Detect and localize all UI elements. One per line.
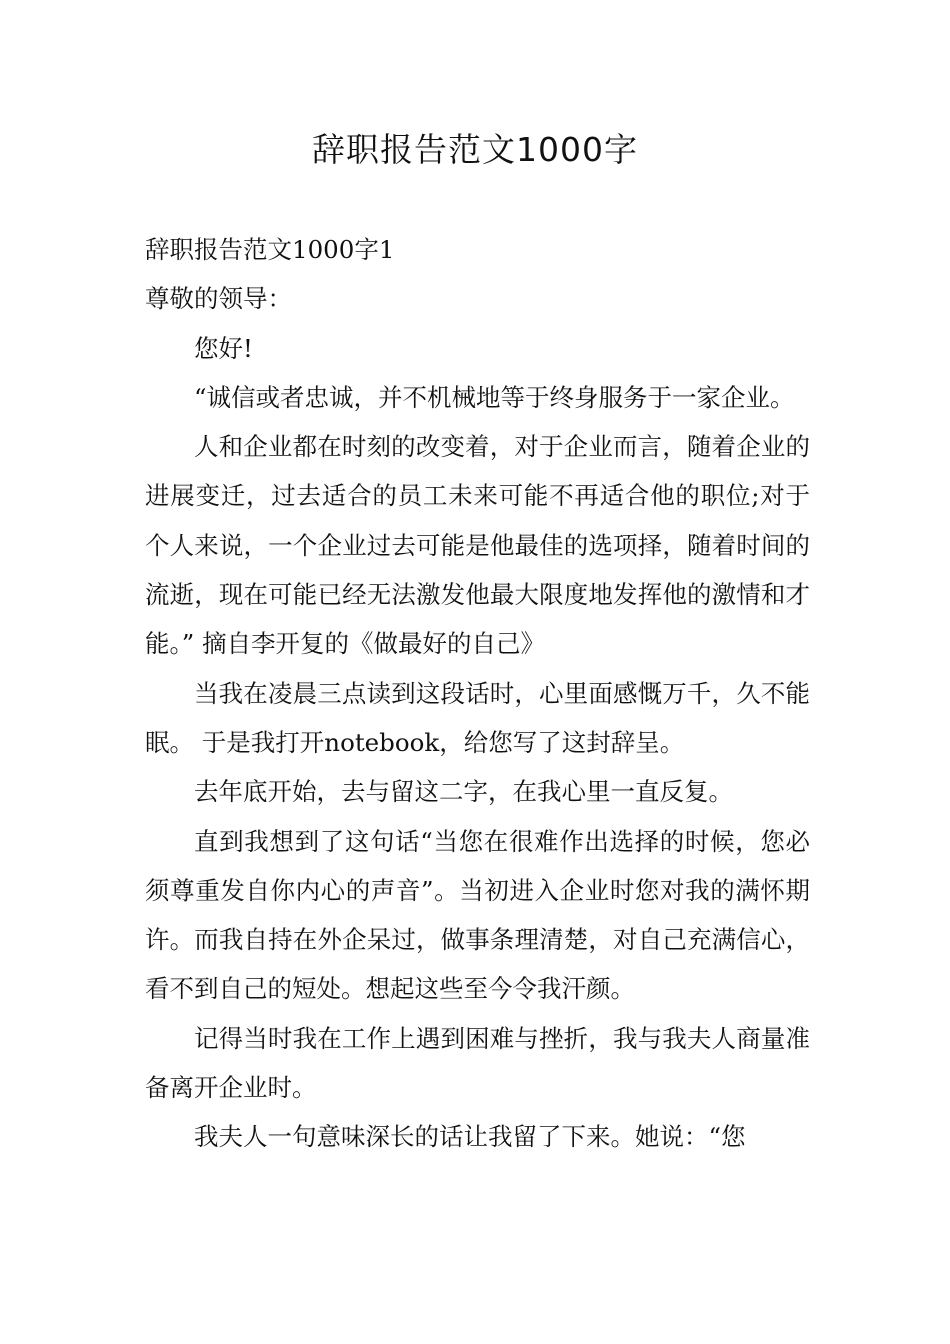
document-title: 辞职报告范文1000字 [312,130,638,169]
section-heading: 辞职报告范文1000字1 [145,235,395,264]
paragraph: 记得当时我在工作上遇到困难与挫折，我与我夫人商量准备离开企业时。 [145,1023,810,1103]
paragraph: 我夫人一句意味深长的话让我留了下来。她说：“您 [194,1122,746,1152]
salutation: 尊敬的领导： [145,284,292,314]
paragraph: 当我在凌晨三点读到这段话时，心里面感慨万千，久不能眠。 于是我打开notebook，给您写了这封辞呈。 [145,678,810,757]
paragraph: 去年底开始，去与留这二字，在我心里一直反复。 [194,777,733,807]
greeting: 您好! [194,333,253,363]
document-body [145,225,810,1162]
paragraph: 直到我想到了这句话“当您在很难作出选择的时候，您必须尊重发自你内心的声音”。当初进入企业时您对我的满怀期许。而我自持在外企呆过，做事条理清楚，对自己充满信心，看不到自己的短处。想起这些至今令我汗颜。 [145,826,810,1004]
paragraph-quote-continued: 人和企业都在时刻的改变着，对于企业而言，随着企业的进展变迁，过去适合的员工未来可能不再适合他的职位;对于个人来说，一个企业过去可能是他最佳的选项择，随着时间的流逝，现在可能已经无法激发他最大限度地发挥他的激情和才能。” 摘自李开复的《做最好的自己》 [145,432,810,659]
paragraph-quote: “诚信或者忠诚，并不机械地等于终身服务于一家企业。 [194,382,795,412]
